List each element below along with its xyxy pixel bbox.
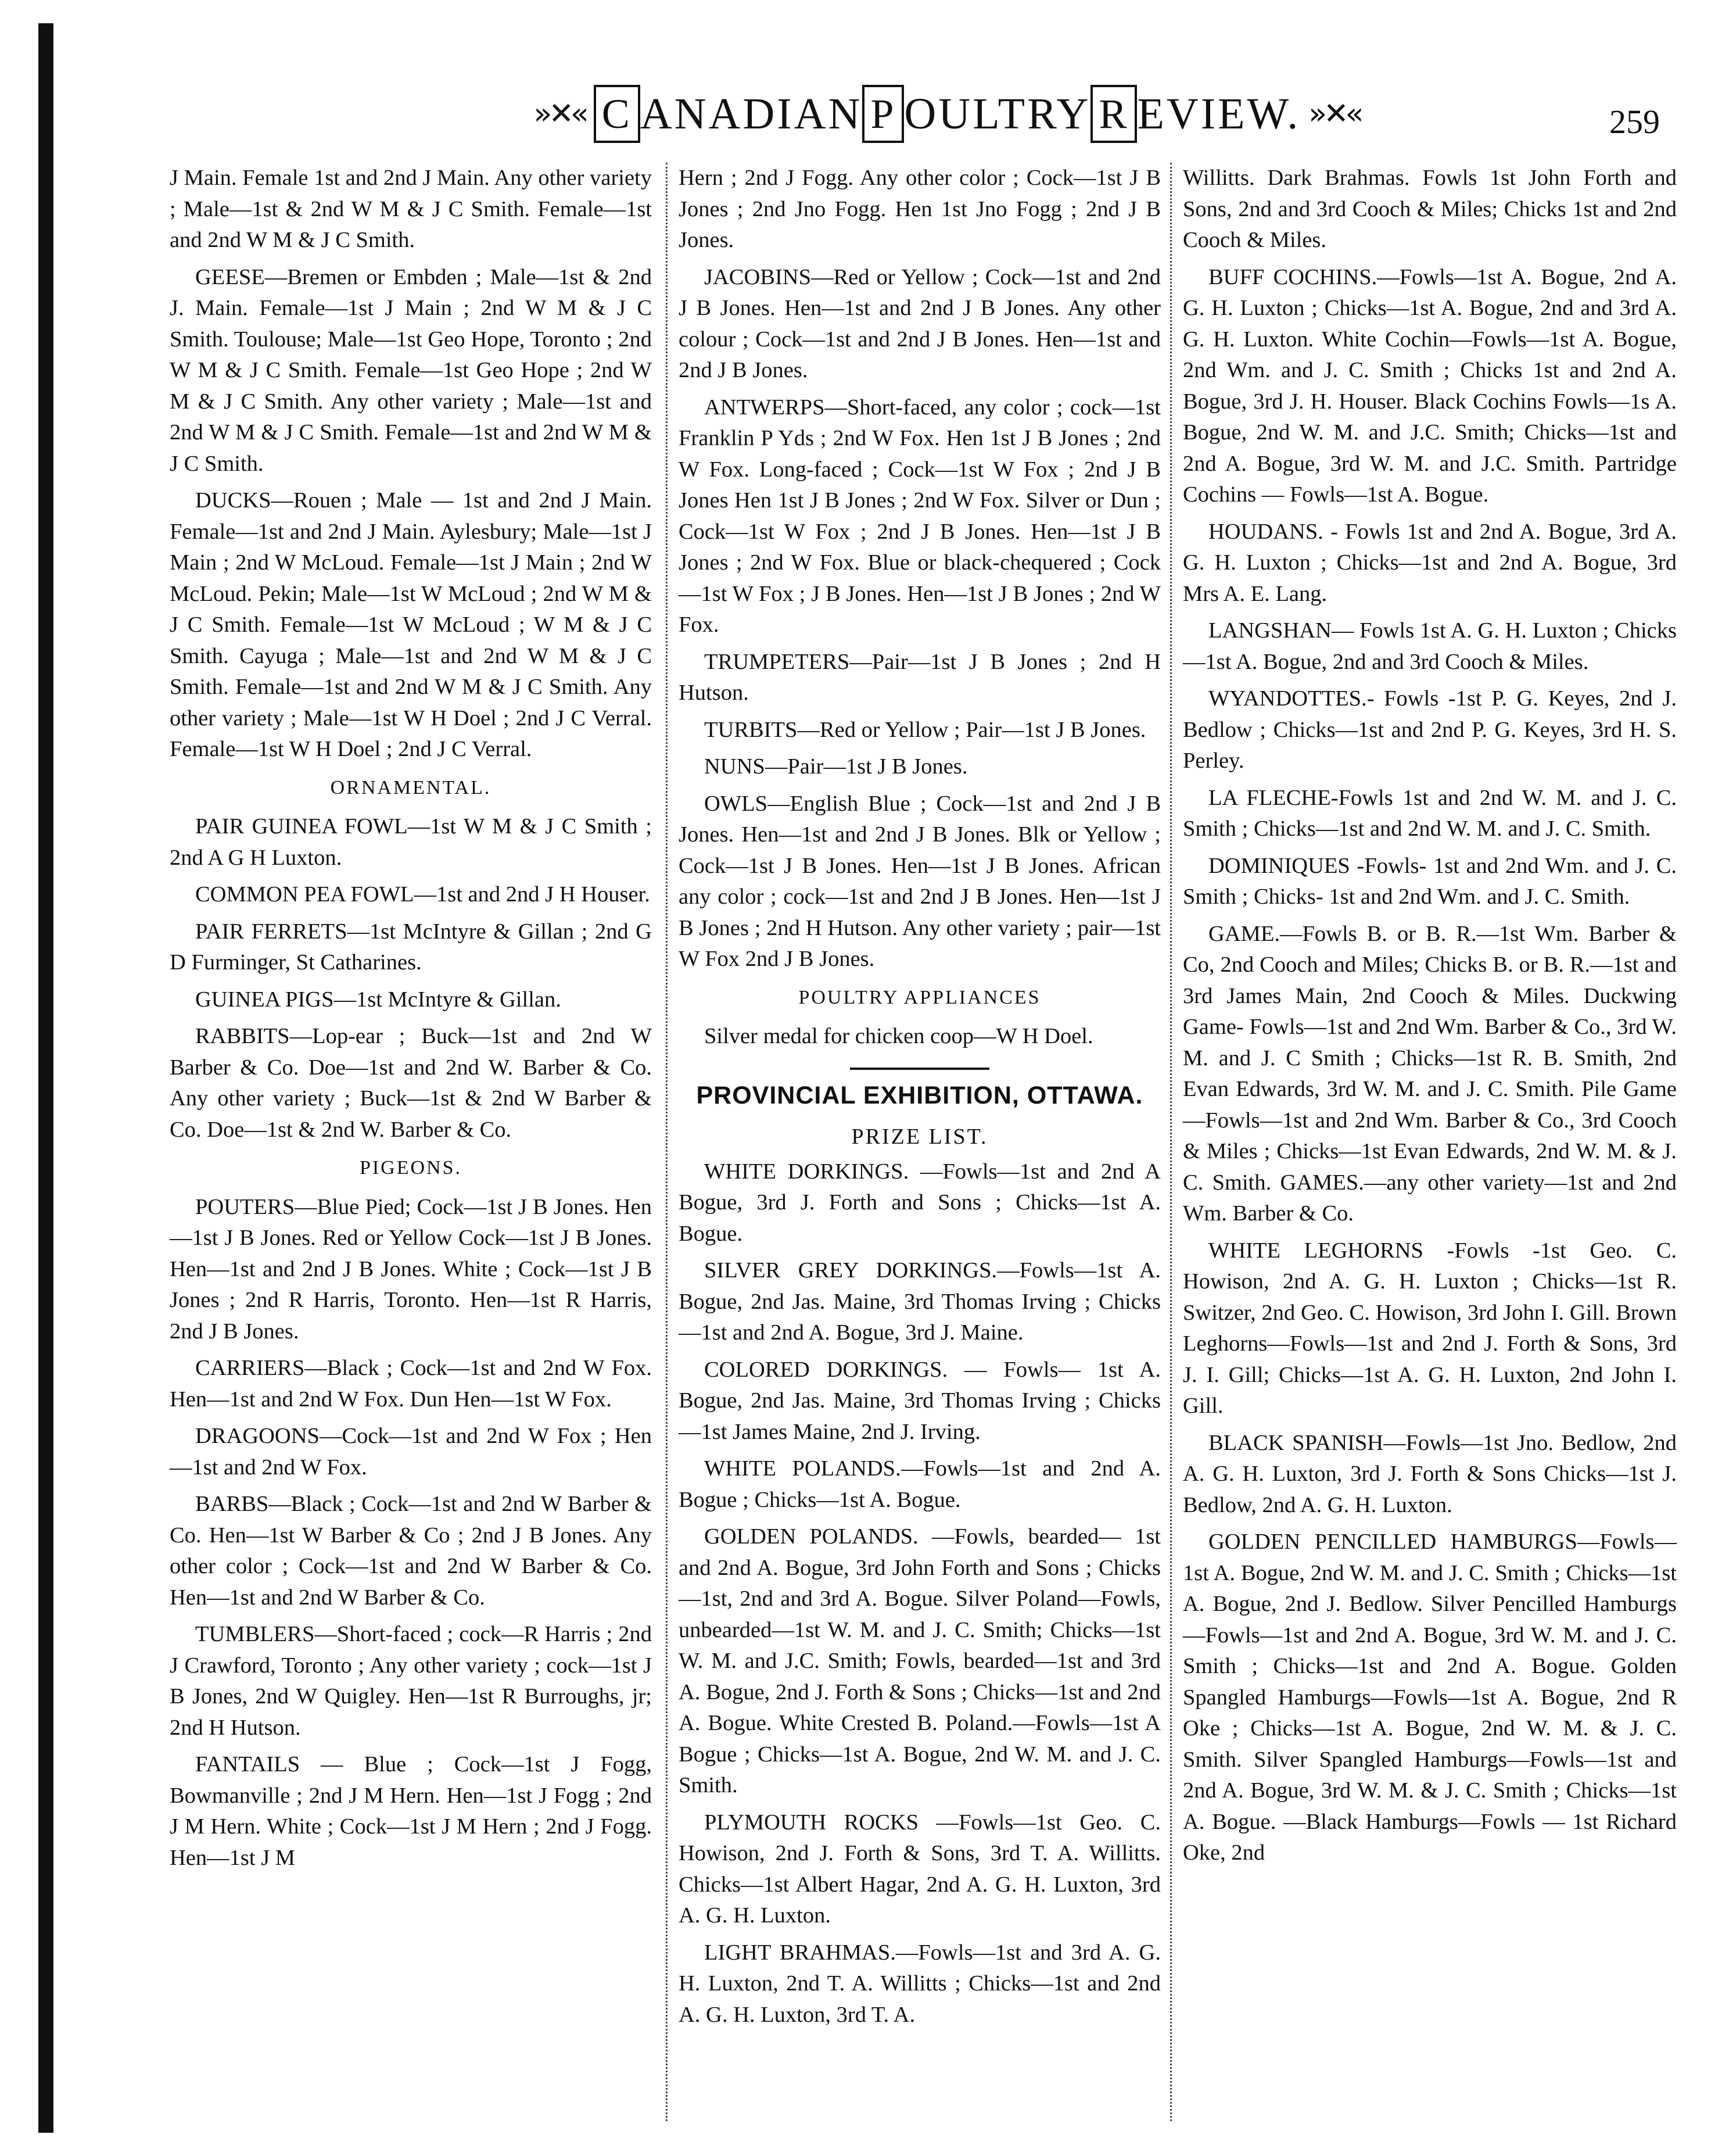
paragraph: WHITE DORKINGS. —Fowls—1st and 2nd A Bogue, 3rd J. Forth and Sons ; Chicks—1st A. Bogue.	[679, 1159, 1161, 1246]
paragraph: WYANDOTTES.- Fowls -1st P. G. Keyes, 2nd J. Bedlow ; Chicks—1st and 2nd P. G. Keyes, 3rd H. S. Perley.	[1183, 686, 1677, 773]
paragraph: Willitts. Dark Brahmas. Fowls 1st John Forth and Sons, 2nd and 3rd Cooch & Miles; Chicks 1st and 2nd Cooch & Miles.	[1183, 166, 1677, 252]
exhibition-heading: PROVINCIAL EXHIBITION, OTTAWA.	[696, 1081, 1143, 1109]
masthead-title: C ANADIAN P OULTRY R EVIEW.	[594, 85, 1301, 143]
paragraph: DRAGOONS—Cock—1st and 2nd W Fox ; Hen—1st and 2nd W Fox.	[170, 1424, 652, 1480]
paragraph: CARRIERS—Black ; Cock—1st and 2nd W Fox. Hen—1st and 2nd W Fox. Dun Hen—1st W Fox.	[170, 1356, 652, 1412]
paragraph: COLORED DORKINGS. — Fowls— 1st A. Bogue, 2nd Jas. Maine, 3rd Thomas Irving ; Chicks—1st James Maine, 2nd J. Irving.	[679, 1357, 1161, 1444]
paragraph: PLYMOUTH ROCKS —Fowls—1st Geo. C. Howison, 2nd J. Forth & Sons, 3rd T. A. Willitts. Chicks—1st Albert Hagar, 2nd A. G. H. Luxton, 3rd A. G. H. Luxton.	[679, 1810, 1161, 1928]
paragraph: WHITE LEGHORNS -Fowls -1st Geo. C. Howison, 2nd A. G. H. Luxton ; Chicks—1st R. Switzer, 2nd Geo. C. Howison, 3rd John I. Gill. Brown Leghorns—Fowls—1st and 2nd J. Forth & Sons, 3rd J. I. Gill; Chicks—1st A. G. H. Luxton, 2nd John I. Gill.	[1183, 1238, 1677, 1418]
paragraph: GEESE—Bremen or Embden ; Male—1st & 2nd J. Main. Female—1st J Main ; 2nd W M & J C Smith. Toulouse; Male—1st Geo Hope, Toronto ; 2nd W M & J C Smith. Female—1st Geo Hope ; 2nd W M & J C Smith. Any other variety ; Male—1st and 2nd W M & J C Smith. Female—1st and 2nd W M & J C Smith.	[170, 264, 652, 476]
paragraph: LANGSHAN— Fowls 1st A. G. H. Luxton ; Chicks—1st A. Bogue, 2nd and 3rd Cooch & Miles.	[1183, 618, 1677, 674]
paragraph: TURBITS—Red or Yellow ; Pair—1st J B Jones.	[704, 717, 1146, 742]
paragraph: BLACK SPANISH—Fowls—1st Jno. Bedlow, 2nd A. G. H. Luxton, 3rd J. Forth & Sons Chicks—1st J. Bedlow, 2nd A. G. H. Luxton.	[1183, 1430, 1677, 1517]
paragraph: WHITE POLANDS.—Fowls—1st and 2nd A. Bogue ; Chicks—1st A. Bogue.	[679, 1456, 1161, 1512]
paragraph: TUMBLERS—Short-faced ; cock—R Harris ; 2nd J Crawford, Toronto ; Any other variety ; cock—1st J B Jones, 2nd W Quigley. Hen—1st R Burroughs, jr; 2nd H Hutson.	[170, 1622, 652, 1740]
paragraph: OWLS—English Blue ; Cock—1st and 2nd J B Jones. Hen—1st and 2nd J B Jones. Blk or Yellow ; Cock—1st J B Jones. Hen—1st J B Jones. African any color ; cock—1st and 2nd J B Jones. Hen—1st J B Jones ; 2nd H Hutson. Any other variety ; pair—1st W Fox 2nd J B Jones.	[679, 791, 1161, 971]
ornament-left: »✕«	[533, 96, 586, 131]
paragraph: PAIR FERRETS—1st McIntyre & Gillan ; 2nd G D Furminger, St Catharines.	[170, 919, 652, 975]
column-divider	[1170, 163, 1172, 2121]
paragraph: GOLDEN PENCILLED HAMBURGS—Fowls—1st A. Bogue, 2nd W. M. and J. C. Smith ; Chicks—1st A. Bogue, 2nd J. Bedlow. Silver Pencilled Hamburgs—Fowls—1st and 2nd A. Bogue, 3rd W. M. and J. C. Smith ; Chicks—1st and 2nd A. Bogue. Golden Spangled Hamburgs—Fowls—1st A. Bogue, 2nd R Oke ; Chicks—1st A. Bogue, 2nd W. M. & J. C. Smith. Silver Spangled Hamburgs—Fowls—1st and 2nd A. Bogue, 3rd W. M. & J. C. Smith ; Chicks—1st A. Bogue. —Black Hamburgs—Fowls — 1st Richard Oke, 2nd	[1183, 1530, 1677, 1865]
paragraph: LA FLECHE-Fowls 1st and 2nd W. M. and J. C. Smith ; Chicks—1st and 2nd W. M. and J. C. Smith.	[1183, 785, 1677, 841]
column-2	[679, 163, 1161, 2036]
page-spine-shadow	[38, 23, 53, 2133]
ornament-right: »✕«	[1308, 96, 1361, 131]
paragraph: GAME.—Fowls B. or B. R.—1st Wm. Barber & Co, 2nd Cooch and Miles; Chicks B. or B. R.—1st and 3rd James Main, 2nd Cooch & Miles. Duckwing Game- Fowls—1st and 2nd Wm. Barber & Co., 3rd W. M. and J. C Smith ; Chicks—1st R. B. Smith, 2nd Evan Edwards, 3rd W. M. and J. C. Smith. Pile Game—Fowls—1st and 2nd Wm. Barber & Co., 3rd Cooch & Miles ; Chicks—1st Evan Edwards, 2nd W. M. & J. C. Smith. GAMES.—any other variety—1st and 2nd Wm. Barber & Co.	[1183, 921, 1677, 1226]
column-1	[170, 163, 652, 1879]
paragraph: ANTWERPS—Short-faced, any color ; cock—1st Franklin P Yds ; 2nd W Fox. Hen 1st J B Jones ; 2nd W Fox. Long-faced ; Cock—1st W Fox ; 2nd J B Jones Hen 1st J B Jones ; 2nd W Fox. Silver or Dun ; Cock—1st W Fox ; 2nd J B Jones. Hen—1st J B Jones ; 2nd W Fox. Blue or black-chequered ; Cock—1st W Fox ; J B Jones. Hen—1st J B Jones ; 2nd W Fox.	[679, 395, 1161, 637]
paragraph: Hern ; 2nd J Fogg. Any other color ; Cock—1st J B Jones ; 2nd Jno Fogg. Hen 1st Jno Fogg ; 2nd J B Jones.	[679, 166, 1161, 252]
section-heading: ORNAMENTAL.	[330, 776, 492, 798]
paragraph: TRUMPETERS—Pair—1st J B Jones ; 2nd H Hutson.	[679, 649, 1161, 705]
section-heading: PIGEONS.	[359, 1157, 462, 1179]
paragraph: COMMON PEA FOWL—1st and 2nd J H Houser.	[195, 882, 650, 907]
paragraph: JACOBINS—Red or Yellow ; Cock—1st and 2nd J B Jones. Hen—1st and 2nd J B Jones. Any other colour ; Cock—1st and 2nd J B Jones. Hen—1st and 2nd J B Jones.	[679, 264, 1161, 382]
divider	[850, 1068, 989, 1070]
paragraph: DUCKS—Rouen ; Male — 1st and 2nd J Main. Female—1st and 2nd J Main. Aylesbury; Male—1st J Main ; 2nd W McLoud. Female—1st J Main ; 2nd W McLoud. Pekin; Male—1st W McLoud ; 2nd W M & J C Smith. Female—1st W McLoud ; W M & J C Smith. Cayuga ; Male—1st and 2nd W M & J C Smith. Female—1st and 2nd W M & J C Smith. Any other variety ; Male—1st W H Doel ; 2nd J C Verral. Female—1st W H Doel ; 2nd J C Verral.	[170, 488, 652, 761]
column-divider	[666, 163, 668, 2121]
paragraph: GUINEA PIGS—1st McIntyre & Gillan.	[195, 987, 561, 1012]
paragraph: Silver medal for chicken coop—W H Doel.	[704, 1024, 1093, 1048]
paragraph: BARBS—Black ; Cock—1st and 2nd W Barber & Co. Hen—1st W Barber & Co ; 2nd J B Jones. Any other color ; Cock—1st and 2nd W Barber & Co. Hen—1st and 2nd W Barber & Co.	[170, 1492, 652, 1610]
paragraph: FANTAILS — Blue ; Cock—1st J Fogg, Bowmanville ; 2nd J M Hern. Hen—1st J Fogg ; 2nd J M Hern. White ; Cock—1st J M Hern ; 2nd J Fogg. Hen—1st J M	[170, 1752, 652, 1870]
paragraph: J Main. Female 1st and 2nd J Main. Any other variety ; Male—1st & 2nd W M & J C Smith. Female—1st and 2nd W M & J C Smith.	[170, 166, 652, 252]
paragraph: BUFF COCHINS.—Fowls—1st A. Bogue, 2nd A. G. H. Luxton ; Chicks—1st A. Bogue, 2nd and 3rd A. G. H. Luxton. White Cochin—Fowls—1st A. Bogue, 2nd Wm. and J. C. Smith ; Chicks 1st and 2nd A. Bogue, 3rd J. H. Houser. Black Cochins Fowls—1s A. Bogue, 2nd W. M. and J.C. Smith; Chicks—1st and 2nd A. Bogue, 3rd W. M. and J.C. Smith. Partridge Cochins — Fowls—1st A. Bogue.	[1183, 264, 1677, 507]
paragraph: GOLDEN POLANDS. —Fowls, bearded— 1st and 2nd A. Bogue, 3rd John Forth and Sons ; Chicks—1st, 2nd and 3rd A. Bogue. Silver Poland—Fowls, unbearded—1st W. M. and J. C. Smith; Chicks—1st W. M. and J.C. Smith; Fowls, bearded—1st and 3rd A. Bogue, 2nd J. Forth & Sons ; Chicks—1st and 2nd A. Bogue. White Crested B. Poland.—Fowls—1st A Bogue ; Chicks—1st A. Bogue, 2nd W. M. and J. C. Smith.	[679, 1524, 1161, 1797]
paragraph: LIGHT BRAHMAS.—Fowls—1st and 3rd A. G. H. Luxton, 2nd T. A. Willitts ; Chicks—1st and 2nd A. G. H. Luxton, 3rd T. A.	[679, 1940, 1161, 2027]
paragraph: NUNS—Pair—1st J B Jones.	[704, 754, 968, 779]
paragraph: POUTERS—Blue Pied; Cock—1st J B Jones. Hen—1st J B Jones. Red or Yellow Cock—1st J B Jones. Hen—1st and 2nd J B Jones. White ; Cock—1st J B Jones ; 2nd R Harris, Toronto. Hen—1st R Harris, 2nd J B Jones.	[170, 1194, 652, 1344]
paragraph: SILVER GREY DORKINGS.—Fowls—1st A. Bogue, 2nd Jas. Maine, 3rd Thomas Irving ; Chicks—1st and 2nd A. Bogue, 3rd J. Maine.	[679, 1258, 1161, 1345]
paragraph: PAIR GUINEA FOWL—1st W M & J C Smith ; 2nd A G H Luxton.	[170, 814, 652, 870]
section-heading: POULTRY APPLIANCES	[798, 986, 1041, 1008]
prize-list-heading: PRIZE LIST.	[851, 1124, 988, 1149]
paragraph: DOMINIQUES -Fowls- 1st and 2nd Wm. and J. C. Smith ; Chicks- 1st and 2nd Wm. and J. C. Smith.	[1183, 853, 1677, 909]
masthead	[533, 80, 1361, 148]
paragraph: RABBITS—Lop-ear ; Buck—1st and 2nd W Barber & Co. Doe—1st and 2nd W. Barber & Co. Any other variety ; Buck—1st & 2nd W Barber & Co. Doe—1st & 2nd W. Barber & Co.	[170, 1024, 652, 1142]
column-3	[1183, 163, 1677, 1875]
paragraph: HOUDANS. - Fowls 1st and 2nd A. Bogue, 3rd A. G. H. Luxton ; Chicks—1st and 2nd A. Bogue, 3rd Mrs A. E. Lang.	[1183, 519, 1677, 606]
page-number: 259	[1609, 103, 1660, 141]
